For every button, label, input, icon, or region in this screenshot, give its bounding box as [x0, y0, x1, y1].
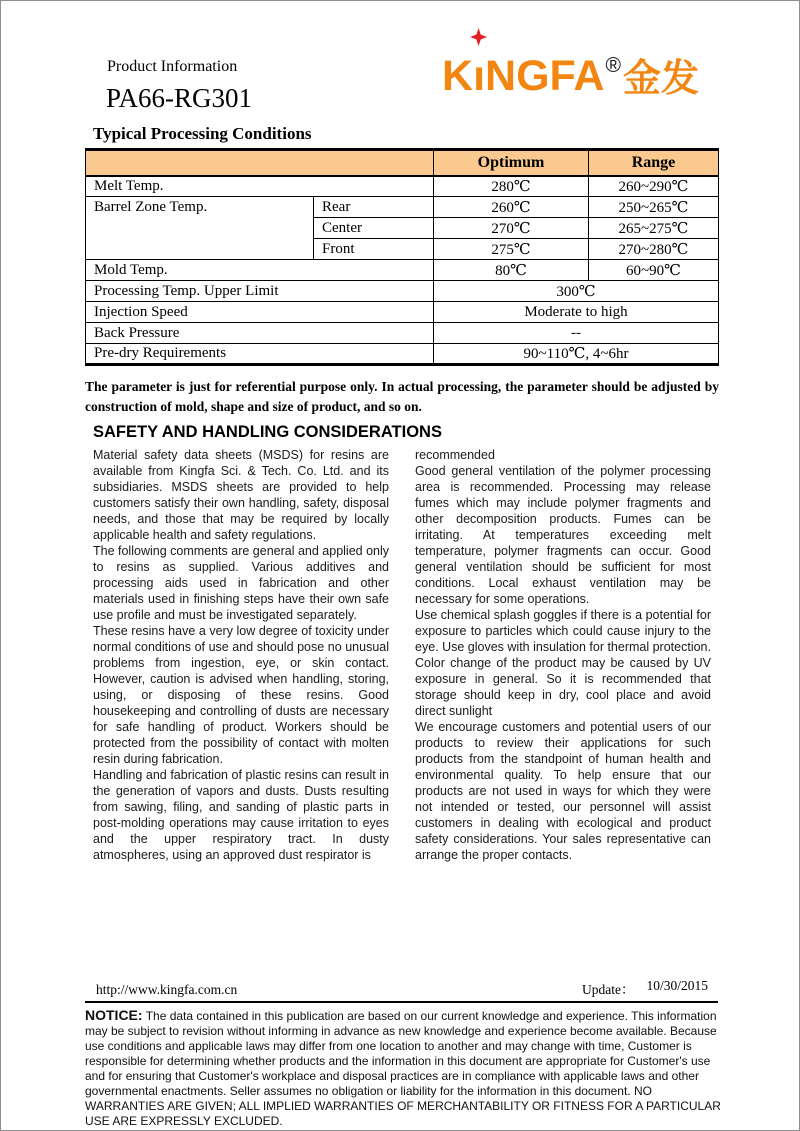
range-value: 270~280℃ — [589, 239, 719, 260]
row-label: Melt Temp. — [86, 176, 434, 197]
paragraph: These resins have a very low degree of toxicity under normal conditions of use and should pose no unusual problems from ingestion, eye, or skin contact. However, caution is advised when handling, storing, using, or disposing of these resins. Good housekeeping and controlling of dusts are necessary for safe handling of product. Workers should be protected from the possibility of contact with molten resin during fabrication. — [93, 624, 389, 766]
range-value: 260~290℃ — [589, 176, 719, 197]
row-label: Processing Temp. Upper Limit — [86, 281, 434, 302]
table-row — [86, 344, 719, 365]
row-sublabel: Front — [314, 239, 434, 260]
section-title-processing-conditions: Typical Processing Conditions — [93, 124, 312, 143]
merged-value: -- — [434, 323, 719, 344]
row-label: Back Pressure — [86, 323, 434, 344]
processing-conditions-table — [85, 148, 719, 366]
merged-value: Moderate to high — [434, 302, 719, 323]
website-link[interactable]: http://www.kingfa.com.cn — [96, 982, 238, 997]
logo-star-icon — [470, 28, 487, 46]
header-cell-empty — [86, 150, 434, 176]
optimum-value: 280℃ — [434, 176, 589, 197]
paragraph: Use chemical splash goggles if there is a potential for exposure to particles which could cause injury to the eye. Use gloves with insulation for thermal protection. — [415, 608, 711, 654]
optimum-value: 275℃ — [434, 239, 589, 260]
paragraph: Material safety data sheets (MSDS) for resins are available from Kingfa Sci. & Tech. Co. Ltd. and its subsidiaries. MSDS sheets are provided to help customers satisfy their own handling, safety, disposal needs, and those that may be required by locally applicable health and safety regulations. — [93, 448, 389, 542]
safety-text-columns — [93, 447, 712, 863]
footer-info-row — [96, 978, 708, 998]
optimum-value: 260℃ — [434, 197, 589, 218]
paragraph: Handling and fabrication of plastic resins can result in the generation of vapors and dusts. Dusts resulting from sawing, filing, and sanding of plastic parts in post-molding operations may cause irritation to eyes and the upper respiratory tract. In dusty atmospheres, using an approved dust respirator is — [93, 768, 389, 862]
safety-right-column — [415, 447, 711, 863]
update-date: 10/30/2015 — [646, 978, 708, 993]
section-title-safety: SAFETY AND HANDLING CONSIDERATIONS — [93, 423, 442, 441]
safety-left-column — [93, 447, 389, 863]
row-sublabel: Center — [314, 218, 434, 239]
paragraph: recommended — [415, 448, 495, 462]
table-header-row — [86, 150, 719, 176]
row-label: Barrel Zone Temp. — [86, 197, 314, 260]
notice-label: NOTICE: — [85, 1007, 143, 1023]
paragraph: The following comments are general and applied only to resins as supplied. Various additives and processing aids used in fabrication and other materials used in finishing steps have their own safe use profile and must be investigated separately. — [93, 544, 390, 622]
table-row — [86, 197, 719, 218]
paragraph: Good general ventilation of the polymer processing area is recommended. Processing may release fumes which may include polymer fragments and other decomposition products. Fumes can be irritating. At temperatures exceeding melt temperature, polymer fragments can occur. Good general ventilation should be sufficient for most conditions. Local exhaust ventilation may be necessary for some operations. — [415, 464, 711, 606]
merged-value: 90~110℃, 4~6hr — [434, 344, 719, 365]
table-row — [86, 176, 719, 197]
document-type-label: Product Information — [107, 58, 238, 75]
update-info — [582, 978, 708, 998]
logo-chinese-text: 金发 — [622, 58, 699, 100]
table-row — [86, 260, 719, 281]
table-row — [86, 281, 719, 302]
notice-paragraph — [85, 1008, 721, 1129]
update-label: Update： — [582, 982, 635, 997]
table-row — [86, 323, 719, 344]
header-cell-optimum: Optimum — [434, 150, 589, 176]
optimum-value: 80℃ — [434, 260, 589, 281]
table-disclaimer-note: The parameter is just for referential purpose only. In actual processing, the parameter should be adjusted by construction of mold, shape and size of product, and so on. — [85, 379, 719, 415]
range-value: 60~90℃ — [589, 260, 719, 281]
notice-text: The data contained in this publication are based on our current knowledge and experience. This information may be subject to revision without informing in advance as new knowledge and experience become available. Because use conditions and applicable laws may differ from one location to another and may change with time, Customer is responsible for determining whether products and the information in this document are appropriate for Customer's use and for ensuring that Customer's workplace and disposal practices are in compliance with applicable laws and other governmental enactments. Seller assumes no obligation or liability for the information in this document. NO WARRANTIES ARE GIVEN; ALL IMPLIED WARRANTIES OF MERCHANTABILITY OR FITNESS FOR A PARTICULAR USE ARE EXPRESSLY EXCLUDED. — [85, 1009, 721, 1128]
row-sublabel: Rear — [314, 197, 434, 218]
registered-trademark-icon: ® — [605, 54, 621, 77]
page-title: PA66-RG301 — [106, 83, 253, 113]
row-label: Injection Speed — [86, 302, 434, 323]
row-label: Mold Temp. — [86, 260, 434, 281]
kingfa-logo — [442, 52, 699, 100]
logo-brand-text: K ı NGFA — [442, 55, 604, 98]
range-value: 250~265℃ — [589, 197, 719, 218]
row-label: Pre-dry Requirements — [86, 344, 434, 365]
footer-divider — [85, 1001, 718, 1003]
merged-value: 300℃ — [434, 281, 719, 302]
table-row — [86, 302, 719, 323]
paragraph: We encourage customers and potential users of our products to review their applications for such products from the standpoint of human health and environmental quality. To help ensure that our products are not used in ways for which they were not intended or tested, our personnel will assist customers in dealing with ecological and product safety considerations. Your sales representative can arrange the proper contacts. — [415, 720, 711, 862]
paragraph: Color change of the product may be caused by UV exposure in general. So it is recommended that storage should keep in dry, cool place and avoid direct sunlight — [415, 656, 711, 718]
optimum-value: 270℃ — [434, 218, 589, 239]
header-cell-range: Range — [589, 150, 719, 176]
range-value: 265~275℃ — [589, 218, 719, 239]
